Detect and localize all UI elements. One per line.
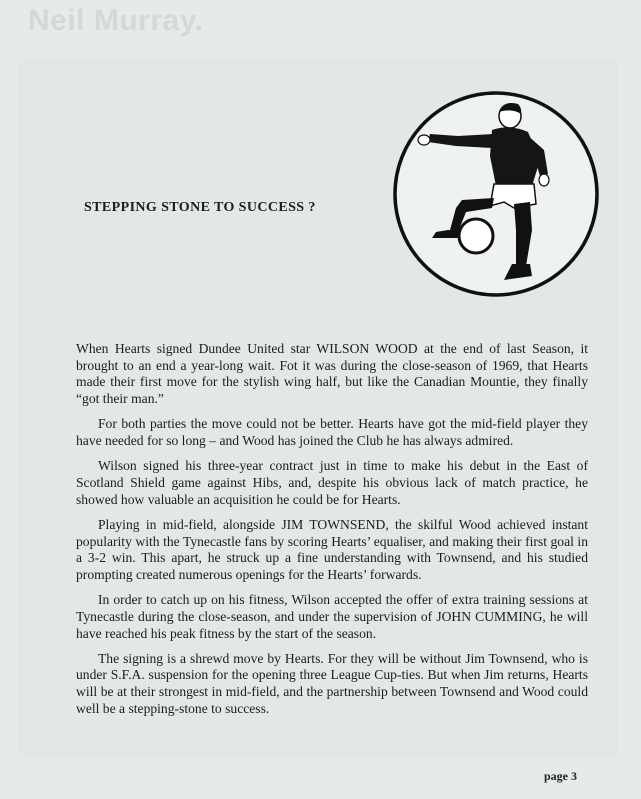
- article-paragraph: Playing in mid-field, alongside JIM TOWNSEND, the skilful Wood achieved instant popularity with the Tynecastle fans by scoring Hearts’ equaliser, and making their first goal in a 3-2 win. This apart, he struck up a fine understanding with Townsend, and his studied prompting created numerous openings for the Hearts’ forwards.: [76, 516, 588, 582]
- article-paragraph: For both parties the move could not be better. Hearts have got the mid-field player they have needed for so long – and Wood has joined the Club he has always admired.: [76, 416, 588, 449]
- article-body: [76, 341, 588, 726]
- footballer-emblem-icon: [392, 90, 600, 298]
- article-paragraph: When Hearts signed Dundee United star WILSON WOOD at the end of last Season, it brought to an end a year-long wait. Fot it was during the close-season of 1969, that Hearts made their first move for the stylish wing half, but like the Canadian Mountie, they finally “got their man.”: [76, 341, 588, 407]
- bleed-through-title: Neil Murray.: [28, 4, 204, 37]
- page-number: page 3: [544, 769, 577, 783]
- article-paragraph: Wilson signed his three-year contract just in time to make his debut in the East of Scotland Shield game against Hibs, and, despite his obvious lack of match practice, he showed how valuable an acquisition he could be for Hearts.: [76, 458, 588, 507]
- article-heading: STEPPING STONE TO SUCCESS ?: [84, 200, 316, 215]
- article-paragraph: The signing is a shrewd move by Hearts. For they will be without Jim Townsend, who is under S.F.A. suspension for the opening three League Cup-ties. But when Jim returns, Hearts will be at their strongest in mid-field, and the partnership between Townsend and Wood could well be a stepping-stone to success.: [76, 650, 588, 716]
- article-paragraph: In order to catch up on his fitness, Wilson accepted the offer of extra training sessions at Tynecastle during the close-season, and under the supervision of JOHN CUMMING, he will have reached his peak fitness by the start of the season.: [76, 592, 588, 641]
